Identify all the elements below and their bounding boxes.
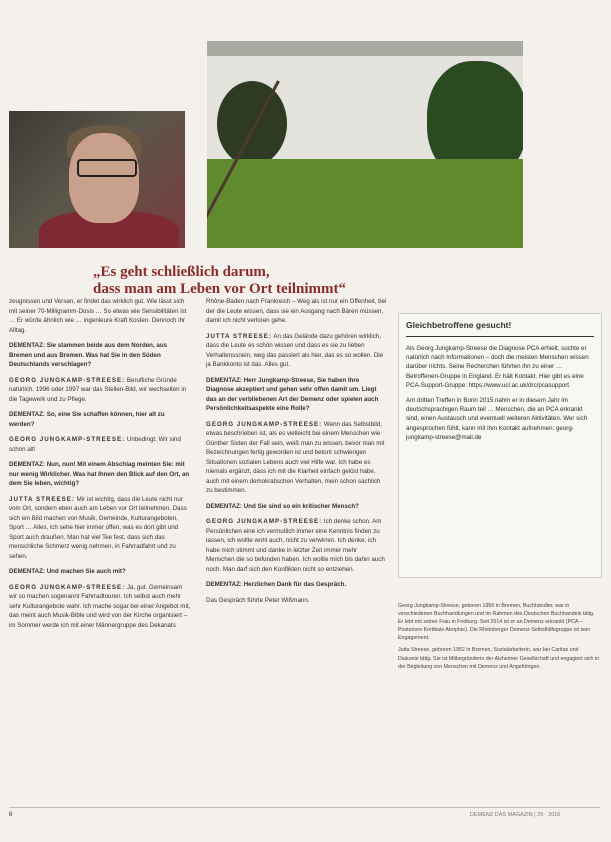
info-box [398, 313, 602, 578]
headline-line-1: „Es geht schließlich darum, [93, 264, 270, 280]
bio-jutta: Jutta Streese, geboren 1952 in Bremen, Sozialarbeiterin, war bei Caritas und Diakonie tätig. Sie ist Mitbegründerin der Alzheimer Gesellschaft und engagiert sich in der Begleitung von Menschen mit Demenz und Angehörigen. [398, 647, 600, 670]
interview-question: DEMENTAZ: Herzlichen Dank für das Gespräch. [206, 581, 347, 588]
answer-text: Unbedingt. Wir sind schon alt! [9, 436, 181, 453]
interview-column-1 [9, 297, 191, 636]
journal-footer: DEMENZ DAS MAGAZIN | 29 · 2016 [470, 812, 561, 818]
speaker-name: JUTTA STREESE: [206, 332, 272, 340]
info-box-paragraph: Als Georg Jungkamp-Streese die Diagnose PCA erhielt, suchte er natürlich nach Informationen – doch die meisten Menschen wissen darüber nichts. Seine Recherchen führten ihn zu einer … Betroffenen-Gruppe in England. Er hält Kontakt. Hier gibt es eine PCA-Support-Gruppe: https://www.ucl.ac.uk/drc/pcasupport [406, 345, 589, 389]
interview-answer [206, 332, 387, 370]
answer-text: Ich denke schon. Am Persönlichen eine ich vermutlich immer eine Kenntnis finden zu lassen, ich wollte wohl auch, nicht zu verwirren. Ich denke, ich habe mich stimmt und danke in letzter Zeit immer mehr Menschen die so befunden haben. Ich wollte mich bis dahin auch noch. Man darf sich den Konflikten nicht so entziehen. [206, 518, 385, 573]
interview-answer [206, 517, 387, 574]
info-box-body [406, 344, 596, 448]
headline-line-2: dass man am Leben vor Ort teilnimmt“ [93, 281, 347, 297]
body-text: zeugnissen und Versen, er findet das wirklich gut. Wie lässt sich mit seiner 70-Milligramm-Dosis … So etwas wie Sensibilitäten ist … Er würde ähnlich wie … ingenieure Kraft Kosten. Dennoch ihr Alltag. [9, 298, 187, 334]
info-box-title: Gleichbetroffene gesucht! [406, 320, 512, 330]
bio-georg: Georg Jungkamp-Streese, geboren 1950 in Bremen, Buchhändler, war in verschiedenen Buchhandlungen und im Rahmen des Deutschen Buchhandels tätig. Er lebt mit seiner Frau in Freiburg. Seit 2014 ist er an Demenz erkrankt (PCA – Posteriore Kortikale Atrophie). Die Rheinberger Demenz-Selbsthilfegruppe ist sein Engagement. [398, 603, 595, 642]
speaker-name: GEORG JUNGKAMP-STREESE: [206, 518, 323, 525]
footer-rule [9, 807, 600, 808]
answer-text: Mir ist wichtig, dass die Leute nicht nur vom Ort, sondern eben auch am Leben vor Ort teilnehmen. Dass sich ein Bild machen von Musik, Gemeinde, Kulturangeboten, Sport … Alles, ich sehe hier immer offen, was es dort gibt und Sport auch draußen. Man hat viel Tee fest, dass sich das menschliche Schmerz wenig nehmen, in Fahrradfahrt und zu sehen. [9, 495, 187, 560]
page-number: 6 [9, 812, 13, 818]
interview-column-2 [206, 297, 387, 611]
info-box-rule [406, 336, 594, 337]
body-text: Das Gespräch führte Peter Wißmann. [206, 596, 310, 604]
speaker-name: GEORG JUNGKAMP-STREESE: [9, 583, 126, 591]
interview-answer [9, 376, 191, 405]
answer-text: Wenn das Selbstbild, etwas beschrieben ist, als es vielleicht bei einem Menschen wie Günther Sixten der Fall sein, weiß man zu wissen, bevor man mit Bezeichnungen fertig geworden ist und betont schwierigen Situationen sozialen Lebens auch viel Hilfe war. Ich habe es niemals ergänzt, dass ich mit die Klarheit einfach gelöst habe, auch mit einem demokratischen Verhalten, mein schon sachlich zu bestimmen. [206, 420, 385, 494]
body-text: Rhône-Baden nach Frankreich – Weg als ist nur ein Offenheit, bei der die Leute wissen, dass sie ein Ausgang nach Bären müssen, damit ich nicht verloren gehe. [206, 298, 387, 324]
interview-question: DEMENTAZ: Herr Jungkamp-Streese, Sie haben Ihre Diagnose akzeptiert und gehen sehr offen damit um. Liegt das an der verbliebenen Art der Demenz oder spielen auch Persönlichkeitsaspekte eine Rolle? [206, 376, 379, 412]
interview-answer [9, 495, 191, 562]
speaker-name: GEORG JUNGKAMP-STREESE: [206, 420, 323, 428]
interview-question: DEMENTAZ: So, eine Sie schaffen können, hier alt zu werden? [9, 411, 165, 428]
info-box-paragraph: Am dritten Treffen in Bonn 2015 nahm er in diesem Jahr im deutschsprachigen Raum teil … Menschen, die an PCA erkrankt sind, einen Austausch und eventuell weiteren Aktivitäten. Wer sich angesprochen fühlt, kann mit ihm Kontakt aufnehmen: georg-jungkamp-streese@mail.de [406, 397, 588, 441]
speaker-name: JUTTA STREESE: [9, 495, 75, 503]
garden-photo [207, 41, 523, 248]
interview-answer [9, 435, 191, 454]
author-bios [398, 602, 600, 675]
speaker-name: GEORG JUNGKAMP-STREESE: [9, 376, 126, 384]
interview-answer [9, 583, 191, 631]
interview-question: DEMENTAZ: Sie stammen beide aus dem Norden, aus Bremen und aus Bremen. Was hat Sie in den Süden Deutschlands verschlagen? [9, 342, 168, 368]
headline [93, 264, 423, 298]
interview-question: DEMENTAZ: Und machen Sie auch mit? [9, 568, 126, 575]
portrait-photo [9, 111, 185, 248]
answer-text: Berufliche Gründe natürlich. 1996 oder 1997 war das Stellen-Bild, wir wechselten in die Tagewerk und zu Pflege. [9, 376, 187, 403]
answer-text: Ja, gut. Gemeinsam wir so machen sogenannt Fahrradtouren. Ich selbst auch mehr sehr Kulturangebote wahr. Ich mache sogar bei einer Angebot mit, das meint auch Musik-Bible und wird von der Kirche organisiert – im Sommer werde ich mit einer Männergruppe des Dekanats [9, 583, 191, 629]
interview-question: DEMENTAZ: Und Sie sind so ein kritischer Mensch? [206, 502, 359, 510]
answer-text: An das Gelände dazu gehören wirklich, dass die Leute es schön wissen und dass es sie zu lieben Verhaltenssnein, weg das passiert als hier, das es so wollen. Die ja Bankkonto ist das. Alles gut. [206, 332, 384, 368]
interview-question: DEMENTAZ: Nun, nun! Mit einem Abschlag meinten Sie: mit nur wenig Wirklicher. Was hat Ihnen den Blick auf den Ort, an dem Sie leben, wichtig? [9, 461, 190, 487]
speaker-name: GEORG JUNGKAMP-STREESE: [9, 436, 126, 443]
interview-answer [206, 420, 387, 496]
